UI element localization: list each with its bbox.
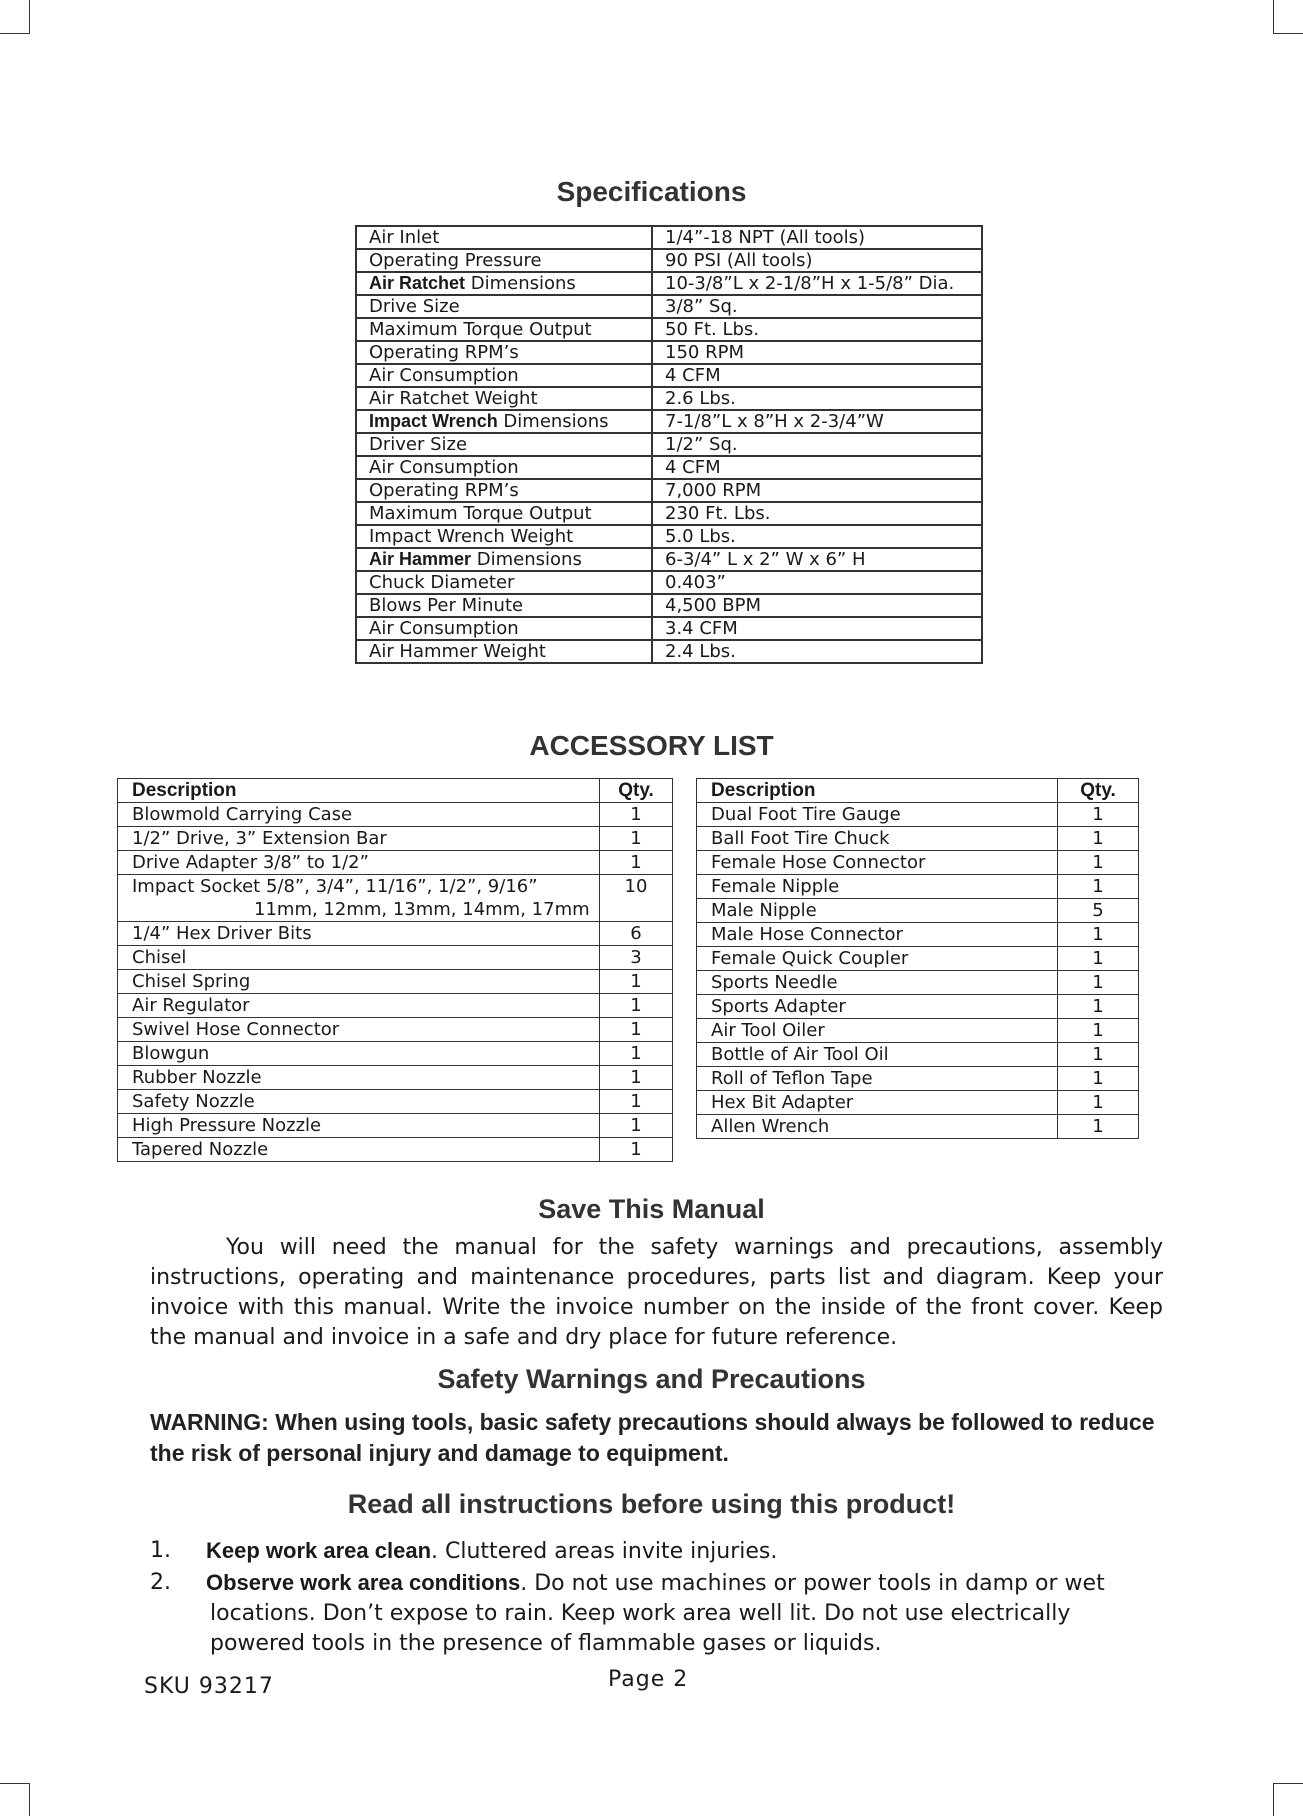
accessory-qty: 1 — [600, 1042, 673, 1066]
accessory-description — [118, 970, 600, 994]
accessory-qty: 1 — [600, 1114, 673, 1138]
spec-label — [356, 594, 652, 617]
spec-value: 7-1/8”L x 8”H x 2-3/4”W — [652, 410, 982, 433]
accessory-row — [697, 923, 1139, 947]
spec-label-text: Maximum Torque Output — [369, 319, 592, 340]
spec-label-text: Drive Size — [369, 296, 460, 317]
accessory-row — [697, 995, 1139, 1019]
accessory-qty: 1 — [600, 851, 673, 875]
column-header-description: Description — [697, 779, 1058, 803]
spec-label-text: Dimensions — [471, 549, 582, 570]
spec-label-tool: Impact Wrench — [369, 411, 498, 431]
accessory-row — [118, 922, 673, 946]
spec-label-text: Air Consumption — [369, 365, 519, 386]
save-manual-title: Save This Manual — [538, 1194, 765, 1224]
spec-label-tool: Air Ratchet — [369, 273, 466, 293]
spec-label — [356, 226, 652, 249]
safety-item-line — [206, 1568, 1163, 1599]
accessory-description: Female Nipple — [697, 875, 1058, 899]
accessory-row — [697, 1091, 1139, 1115]
accessory-qty: 1 — [1058, 1043, 1139, 1067]
safety-item — [150, 1536, 1163, 1567]
save-manual-body: You will need the manual for the safety warnings and precautions, assembly instructions, operating and maintenance procedures, parts list and diagram. Keep your invoice with this manual. Write the invoice number on the inside of the front cover. Keep the manual and invoice in a safe and dry place for future reference. — [150, 1235, 1163, 1350]
spec-label — [356, 364, 652, 387]
accessory-description-text: Chisel Spring — [132, 971, 251, 992]
accessory-row — [118, 970, 673, 994]
spec-value: 4,500 BPM — [652, 594, 982, 617]
spec-value: 150 RPM — [652, 341, 982, 364]
accessory-qty: 1 — [600, 1018, 673, 1042]
accessory-description: Air Tool Oiler — [697, 1019, 1058, 1043]
accessory-description: Dual Foot Tire Gauge — [697, 803, 1058, 827]
accessory-description-text: Tapered Nozzle — [132, 1139, 269, 1160]
spec-value: 10-3/8”L x 2-1/8”H x 1-5/8” Dia. — [652, 272, 982, 295]
accessory-description: Roll of Teflon Tape — [697, 1067, 1058, 1091]
accessory-row — [118, 875, 673, 922]
accessory-qty: 1 — [1058, 1115, 1139, 1139]
spec-row — [356, 226, 982, 249]
accessory-description-sizes: 11mm, 12mm, 13mm, 14mm, 17mm — [254, 899, 590, 920]
accessory-list-title: ACCESSORY LIST — [529, 730, 774, 761]
safety-item-heading: Keep work area clean — [206, 1538, 432, 1563]
spec-label — [356, 272, 652, 295]
accessory-table-right — [696, 778, 1139, 1139]
spec-value: 7,000 RPM — [652, 479, 982, 502]
spec-value: 2.4 Lbs. — [652, 640, 982, 663]
accessory-row — [118, 803, 673, 827]
accessory-qty: 3 — [600, 946, 673, 970]
accessory-description — [118, 946, 600, 970]
accessory-description — [118, 1114, 600, 1138]
spec-label-text: Operating Pressure — [369, 250, 542, 271]
accessory-description: Allen Wrench — [697, 1115, 1058, 1139]
spec-value: 4 CFM — [652, 364, 982, 387]
spec-row — [356, 617, 982, 640]
accessory-description — [118, 1018, 600, 1042]
accessory-description: Female Quick Coupler — [697, 947, 1058, 971]
spec-value: 4 CFM — [652, 456, 982, 479]
accessory-row — [697, 875, 1139, 899]
spec-label — [356, 640, 652, 663]
safety-item-continuation: locations. Don’t expose to rain. Keep work area well lit. Do not use electrically powered tools in the presence of flammable gases or liquids. — [210, 1601, 1071, 1656]
spec-row — [356, 318, 982, 341]
crop-mark-bottom-right-h — [1273, 1783, 1303, 1784]
accessory-qty: 1 — [1058, 947, 1139, 971]
accessory-description — [118, 1138, 600, 1162]
crop-mark-bottom-left-v — [29, 1783, 30, 1816]
spec-value: 230 Ft. Lbs. — [652, 502, 982, 525]
accessory-row — [697, 899, 1139, 923]
spec-label-tool: Air Hammer — [369, 549, 472, 569]
accessory-description: Sports Needle — [697, 971, 1058, 995]
accessory-qty: 1 — [600, 1138, 673, 1162]
accessory-row — [697, 1067, 1139, 1091]
accessory-description: Bottle of Air Tool Oil — [697, 1043, 1058, 1067]
accessory-description — [118, 851, 600, 875]
spec-label-text: Blows Per Minute — [369, 595, 524, 616]
accessory-qty: 1 — [1058, 1067, 1139, 1091]
spec-label-text: Dimensions — [497, 411, 609, 432]
accessory-description: Male Hose Connector — [697, 923, 1058, 947]
accessory-description-text: Swivel Hose Connector — [132, 1019, 340, 1040]
column-header-qty: Qty. — [1058, 779, 1139, 803]
spec-value: 3.4 CFM — [652, 617, 982, 640]
accessory-description — [118, 1090, 600, 1114]
spec-value: 90 PSI (All tools) — [652, 249, 982, 272]
spec-value: 3/8” Sq. — [652, 295, 982, 318]
spec-label — [356, 410, 652, 433]
spec-label — [356, 295, 652, 318]
accessory-row — [118, 827, 673, 851]
accessory-description — [118, 1066, 600, 1090]
safety-item-heading: Observe work area conditions — [206, 1570, 521, 1595]
accessory-description — [118, 827, 600, 851]
spec-label-text: Operating RPM’s — [369, 480, 519, 501]
accessory-qty: 1 — [1058, 1019, 1139, 1043]
spec-label-text: Impact Wrench Weight — [369, 526, 574, 547]
accessory-row — [118, 1066, 673, 1090]
accessory-row — [118, 1090, 673, 1114]
spec-label — [356, 341, 652, 364]
spec-row — [356, 249, 982, 272]
spec-label-text: Air Consumption — [369, 618, 519, 639]
accessory-description: Male Nipple — [697, 899, 1058, 923]
spec-value: 1/4”-18 NPT (All tools) — [652, 226, 982, 249]
spec-row — [356, 387, 982, 410]
safety-item-line — [206, 1536, 1163, 1567]
spec-row — [356, 410, 982, 433]
spec-label — [356, 502, 652, 525]
accessory-row — [697, 827, 1139, 851]
accessory-row — [118, 1042, 673, 1066]
spec-label-text: Dimensions — [465, 273, 576, 294]
accessory-qty: 1 — [1058, 851, 1139, 875]
accessory-description-text: Safety Nozzle — [132, 1091, 255, 1112]
page-number: Page 2 — [608, 1667, 689, 1692]
specifications-title: Specifications — [556, 176, 747, 207]
accessory-description — [118, 803, 600, 827]
spec-label — [356, 479, 652, 502]
accessory-row — [118, 851, 673, 875]
spec-row — [356, 456, 982, 479]
accessory-qty: 5 — [1058, 899, 1139, 923]
spec-label-text: Air Hammer Weight — [369, 641, 546, 662]
accessory-row — [697, 947, 1139, 971]
specifications-table — [355, 225, 983, 664]
safety-item — [150, 1568, 1163, 1659]
spec-row — [356, 525, 982, 548]
crop-mark-top-right-h — [1273, 33, 1303, 34]
spec-row — [356, 295, 982, 318]
accessory-row — [697, 1019, 1139, 1043]
accessory-description-text: 1/2” Drive, 3” Extension Bar — [132, 828, 387, 849]
accessory-description — [118, 1042, 600, 1066]
spec-label — [356, 456, 652, 479]
spec-label — [356, 387, 652, 410]
accessory-row — [118, 1138, 673, 1162]
read-all-instructions: Read all instructions before using this product! — [347, 1489, 956, 1519]
accessory-row — [118, 994, 673, 1018]
crop-mark-top-right-v — [1273, 0, 1274, 33]
accessory-row — [697, 1043, 1139, 1067]
accessory-qty: 1 — [1058, 1091, 1139, 1115]
spec-label-text: Operating RPM’s — [369, 342, 519, 363]
column-header-description: Description — [118, 779, 600, 803]
column-header-qty: Qty. — [600, 779, 673, 803]
accessory-row — [697, 803, 1139, 827]
spec-label-text: Air Ratchet Weight — [369, 388, 538, 409]
spec-label-text: Chuck Diameter — [369, 572, 515, 593]
accessory-qty: 6 — [600, 922, 673, 946]
spec-value: 2.6 Lbs. — [652, 387, 982, 410]
crop-mark-bottom-left-h — [0, 1783, 30, 1784]
accessory-qty: 1 — [600, 994, 673, 1018]
spec-value: 50 Ft. Lbs. — [652, 318, 982, 341]
crop-mark-top-left-v — [29, 0, 30, 33]
accessory-qty: 1 — [1058, 923, 1139, 947]
safety-title: Safety Warnings and Precautions — [437, 1364, 866, 1394]
accessory-description-text: Blowgun — [132, 1043, 210, 1064]
spec-row — [356, 640, 982, 663]
accessory-table-left — [117, 778, 673, 1162]
accessory-description-text: Impact Socket 5/8”, 3/4”, 11/16”, 1/2”, 9/16” — [132, 876, 538, 897]
spec-label — [356, 617, 652, 640]
safety-item-text: . Do not use machines or power tools in damp or wet — [520, 1571, 1105, 1596]
accessory-description: Sports Adapter — [697, 995, 1058, 1019]
accessory-description: Ball Foot Tire Chuck — [697, 827, 1058, 851]
spec-label-text: Air Consumption — [369, 457, 519, 478]
accessory-description-text: 1/4” Hex Driver Bits — [132, 923, 312, 944]
accessory-description-text: Air Regulator — [132, 995, 250, 1016]
accessory-row — [118, 946, 673, 970]
accessory-description-text: Chisel — [132, 947, 187, 968]
spec-row — [356, 502, 982, 525]
spec-row — [356, 594, 982, 617]
spec-label — [356, 249, 652, 272]
accessory-description-text: Drive Adapter 3/8” to 1/2” — [132, 852, 369, 873]
accessory-description-text: Rubber Nozzle — [132, 1067, 262, 1088]
accessory-qty: 1 — [600, 827, 673, 851]
safety-item-number: 1. — [150, 1538, 171, 1563]
accessory-description — [118, 922, 600, 946]
spec-value: 5.0 Lbs. — [652, 525, 982, 548]
spec-row — [356, 433, 982, 456]
accessory-row — [697, 971, 1139, 995]
accessory-row — [118, 1018, 673, 1042]
spec-row — [356, 571, 982, 594]
save-manual-text — [150, 1233, 1163, 1353]
safety-item-text: . Cluttered areas invite injuries. — [431, 1539, 778, 1564]
spec-row — [356, 272, 982, 295]
accessory-description-text: Blowmold Carrying Case — [132, 804, 353, 825]
accessory-qty: 1 — [600, 970, 673, 994]
spec-label — [356, 548, 652, 571]
spec-row — [356, 548, 982, 571]
crop-mark-top-left-h — [0, 33, 30, 34]
accessory-qty: 1 — [1058, 827, 1139, 851]
spec-value: 1/2” Sq. — [652, 433, 982, 456]
spec-row — [356, 479, 982, 502]
spec-label-text: Driver Size — [369, 434, 468, 455]
sku-number: SKU 93217 — [144, 1674, 274, 1699]
accessory-row — [697, 1115, 1139, 1139]
spec-label-text: Air Inlet — [369, 227, 440, 248]
accessory-qty: 10 — [600, 875, 673, 922]
accessory-description — [118, 994, 600, 1018]
crop-mark-bottom-right-v — [1273, 1783, 1274, 1816]
spec-label — [356, 433, 652, 456]
accessory-row — [697, 851, 1139, 875]
accessory-description-text: High Pressure Nozzle — [132, 1115, 322, 1136]
spec-row — [356, 341, 982, 364]
spec-label-text: Maximum Torque Output — [369, 503, 592, 524]
spec-value: 6-3/4” L x 2” W x 6” H — [652, 548, 982, 571]
spec-row — [356, 364, 982, 387]
accessory-qty: 1 — [600, 803, 673, 827]
accessory-qty: 1 — [1058, 803, 1139, 827]
accessory-description: Female Hose Connector — [697, 851, 1058, 875]
spec-value: 0.403” — [652, 571, 982, 594]
accessory-qty: 1 — [1058, 995, 1139, 1019]
accessory-description — [118, 875, 600, 922]
accessory-row — [118, 1114, 673, 1138]
accessory-qty: 1 — [1058, 875, 1139, 899]
safety-item-number: 2. — [150, 1570, 171, 1595]
spec-label — [356, 318, 652, 341]
warning-text: WARNING: When using tools, basic safety precautions should always be followed to reduce the risk of personal injury and damage to equipment. — [150, 1409, 1155, 1466]
accessory-qty: 1 — [1058, 971, 1139, 995]
accessory-qty: 1 — [600, 1090, 673, 1114]
spec-label — [356, 571, 652, 594]
accessory-description: Hex Bit Adapter — [697, 1091, 1058, 1115]
accessory-qty: 1 — [600, 1066, 673, 1090]
spec-label — [356, 525, 652, 548]
